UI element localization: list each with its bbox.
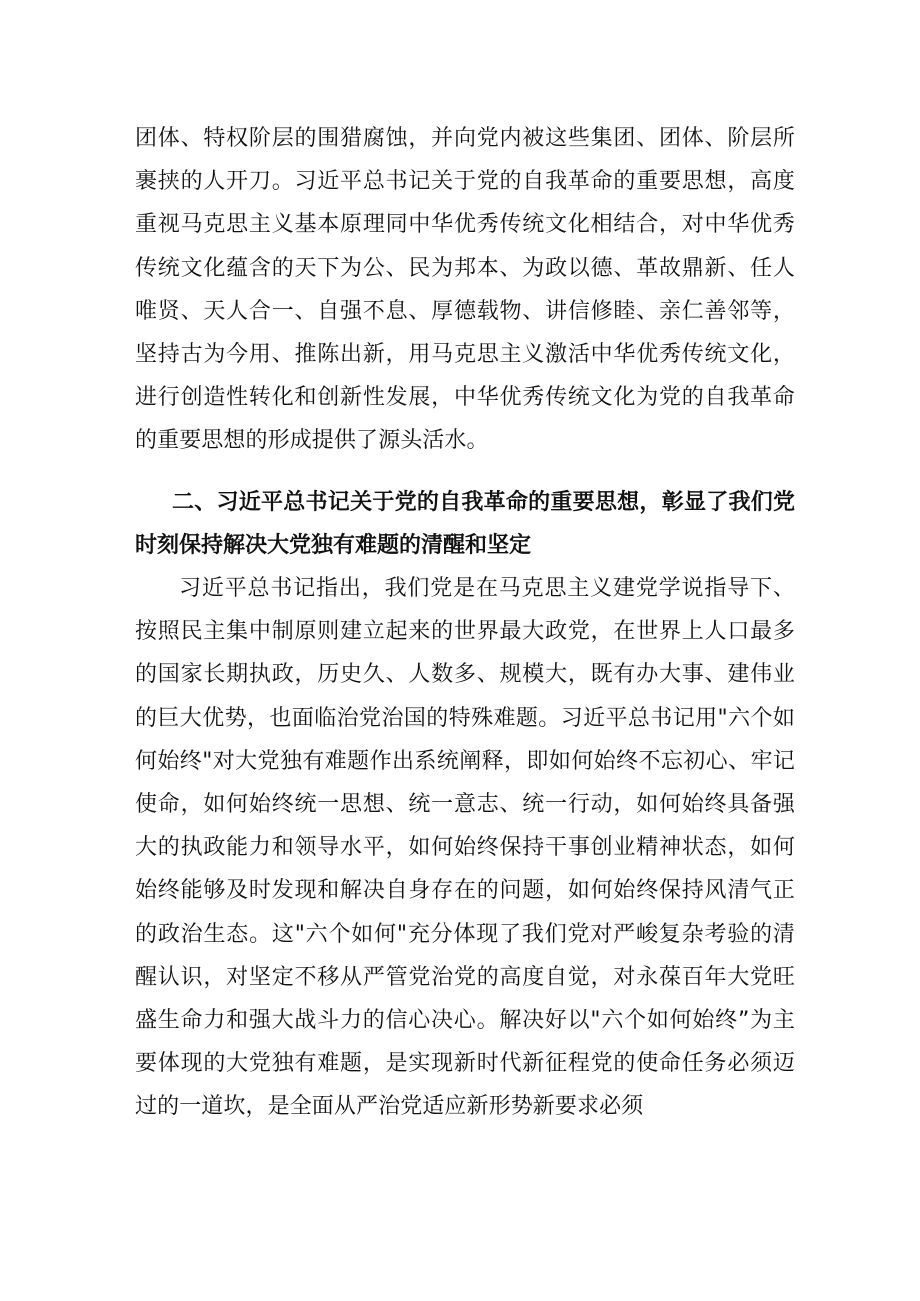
document-body bbox=[135, 117, 795, 1129]
section-heading: 二、习近平总书记关于党的自我革命的重要思想，彰显了我们党时刻保持解决大党独有难题的清醒和坚定 bbox=[135, 489, 795, 558]
body-paragraph: 习近平总书记指出，我们党是在马克思主义建党学说指导下、按照民主集中制原则建立起来的世界最大政党，在世界上人口最多的国家长期执政，历史久、人数多、规模大，既有办大事、建伟业的巨大优势，也面临治党治国的特殊难题。习近平总书记用"六个如何始终"对大党独有难题作出系统阐释，即如何始终不忘初心、牢记使命，如何始终统一思想、统一意志、统一行动，如何始终具备强大的执政能力和领导水平，如何始终保持干事创业精神状态，如何始终能够及时发现和解决自身存在的问题，如何始终保持风清气正的政治生态。这"六个如何"充分体现了我们党对严峻复杂考验的清醒认识，对坚定不移从严管党治党的高度自觉，对永葆百年大党旺盛生命力和强大战斗力的信心决心。解决好以"六个如何始终”为主要体现的大党独有难题，是实现新时代新征程党的使命任务必须迈过的一道坎，是全面从严治党适应新形势新要求必须 bbox=[135, 576, 795, 1120]
body-paragraph: 团体、特权阶层的围猎腐蚀，并向党内被这些集团、团体、阶层所裹挟的人开刀。习近平总书记关于党的自我革命的重要思想，高度重视马克思主义基本原理同中华优秀传统文化相结合，对中华优秀传统文化蕴含的天下为公、民为邦本、为政以德、革故鼎新、任人唯贤、天人合一、自强不息、厚德载物、讲信修睦、亲仁善邻等，坚持古为今用、推陈出新，用马克思主义激活中华优秀传统文化，进行创造性转化和创新性发展，中华优秀传统文化为党的自我革命的重要思想的形成提供了源头活水。 bbox=[135, 126, 795, 454]
paragraph-spacer bbox=[135, 463, 795, 481]
